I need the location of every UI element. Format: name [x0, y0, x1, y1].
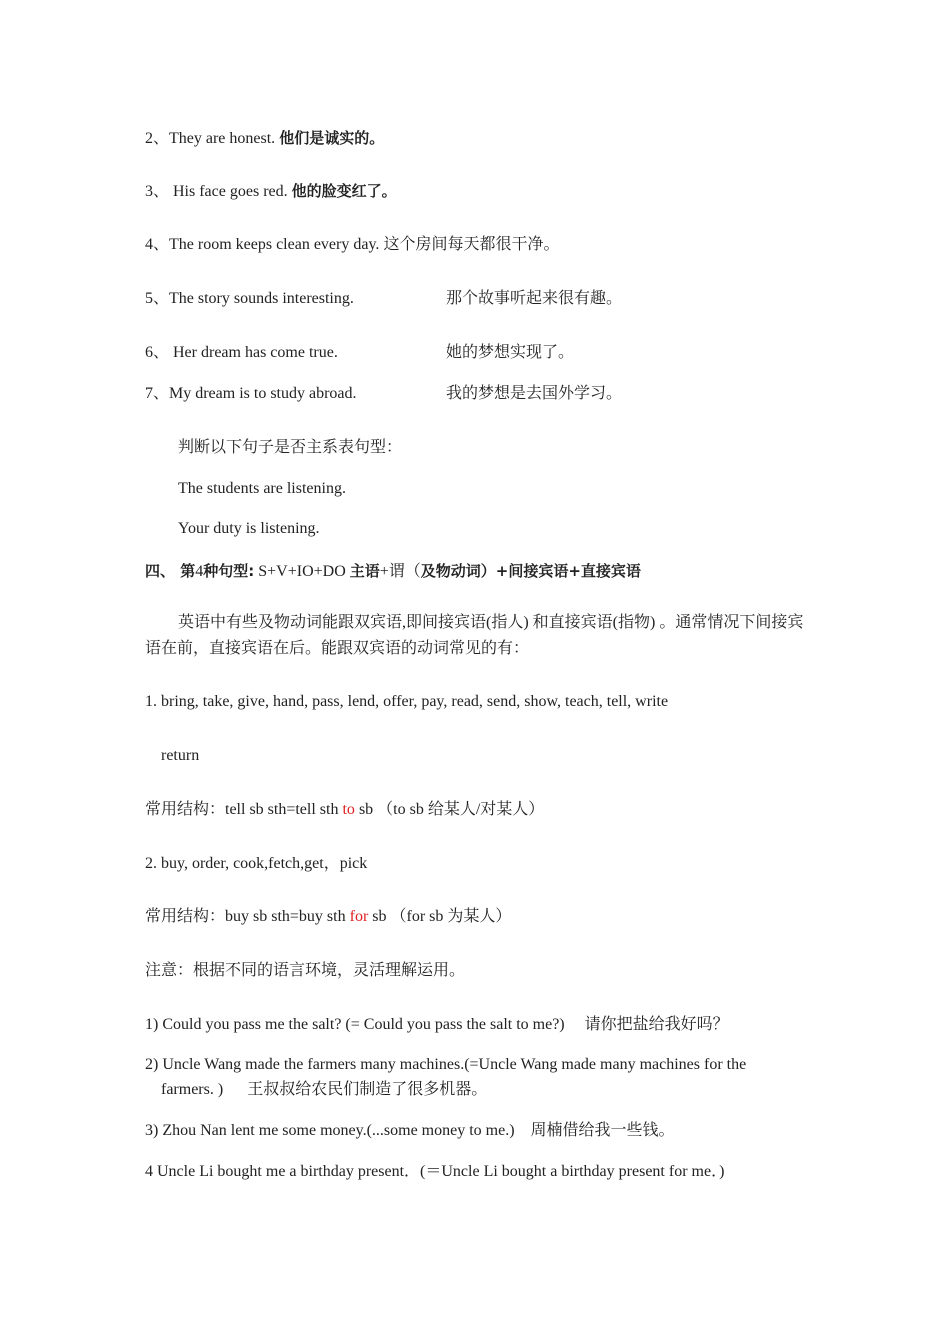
example-3-cn: 他的脸变红了。	[291, 182, 397, 200]
section-4-part3: 及物动词）+间接宾语+直接宾语	[420, 562, 641, 580]
example-7-cn: 我的梦想是去国外学习。	[446, 385, 623, 402]
structure-1-b: sb （to sb 给某人/对某人）	[354, 801, 545, 818]
example-3	[145, 181, 397, 202]
double-example-1-en: 1) Could you pass me the salt? (= Could you pass the salt to me?)	[145, 1016, 565, 1033]
judge-prompt: 判断以下句子是否主系表句型：	[178, 439, 403, 456]
example-4-cn: 这个房间每天都很干净。	[383, 236, 560, 253]
example-4	[145, 235, 559, 255]
judge-sentence-2: Your duty is listening.	[178, 520, 320, 537]
double-example-2	[145, 1052, 801, 1102]
example-4-en: 4、The room keeps clean every day.	[145, 236, 384, 253]
example-6	[145, 343, 338, 363]
example-7	[145, 384, 357, 404]
section-4-num: 4	[195, 563, 204, 580]
structure-2	[145, 907, 511, 927]
section-4-mid: 种句型:	[203, 562, 255, 580]
intro-paragraph: 英语中有些及物动词能跟双宾语,即间接宾语(指人) 和直接宾语(指物) 。通常情况下间接宾语在前，直接宾语在后。能跟双宾语的动词常见的有：	[145, 614, 804, 657]
example-7-en: 7、My dream is to study abroad.	[145, 385, 357, 402]
structure-2-red: for	[349, 908, 369, 925]
structure-1-red: to	[342, 801, 355, 818]
structure-1	[145, 800, 544, 820]
example-6-cn: 她的梦想实现了。	[446, 344, 575, 361]
verb-list-2: 2. buy, order, cook,fetch,get，pick	[145, 855, 368, 872]
example-6-en: 6、 Her dream has come true.	[145, 344, 338, 361]
double-example-2-cn: 王叔叔给农民们制造了很多机器。	[223, 1081, 488, 1098]
double-example-3-cn: 周楠借给我一些钱。	[514, 1122, 675, 1139]
section-4-prefix: 四、 第	[145, 562, 196, 580]
verb-list-1: 1. bring, take, give, hand, pass, lend, offer, pay, read, send, show, teach, tell, write	[145, 693, 669, 710]
section-4-heading	[145, 561, 641, 582]
note: 注意：根据不同的语言环境，灵活理解运用。	[145, 962, 466, 979]
example-5	[145, 289, 354, 309]
example-5-en: 5、The story sounds interesting.	[145, 290, 354, 307]
section-4-pattern: S+V+IO+DO	[258, 563, 346, 580]
double-example-3	[145, 1121, 675, 1141]
section-4-part1: 主语	[349, 562, 380, 580]
judge-sentence-1: The students are listening.	[178, 480, 346, 497]
structure-1-a: 常用结构：tell sb sth=tell sth	[145, 801, 343, 818]
structure-2-b: sb （for sb 为某人）	[368, 908, 512, 925]
example-2	[145, 128, 384, 149]
double-example-2-en: 2) Uncle Wang made the farmers many machines.(=Uncle Wang made many machines for the farmers. )	[145, 1056, 747, 1098]
example-5-cn: 那个故事听起来很有趣。	[446, 290, 623, 307]
double-example-4-en: 4 Uncle Li bought me a birthday present．(＝Uncle Li bought a birthday present for me．)	[145, 1163, 725, 1180]
verb-list-1-cont: return	[161, 747, 200, 764]
double-example-4	[145, 1162, 724, 1182]
example-2-en: 2、They are honest.	[145, 130, 280, 147]
section-4-part2: +谓（	[379, 563, 421, 580]
example-2-cn: 他们是诚实的。	[279, 129, 385, 147]
double-example-1-cn: 请你把盐给我好吗？	[564, 1016, 729, 1033]
double-example-3-en: 3) Zhou Nan lent me some money.(...some money to me.)	[145, 1122, 515, 1139]
example-3-en: 3、 His face goes red.	[145, 183, 292, 200]
structure-2-a: 常用结构：buy sb sth=buy sth	[145, 908, 350, 925]
double-example-1	[145, 1015, 729, 1035]
